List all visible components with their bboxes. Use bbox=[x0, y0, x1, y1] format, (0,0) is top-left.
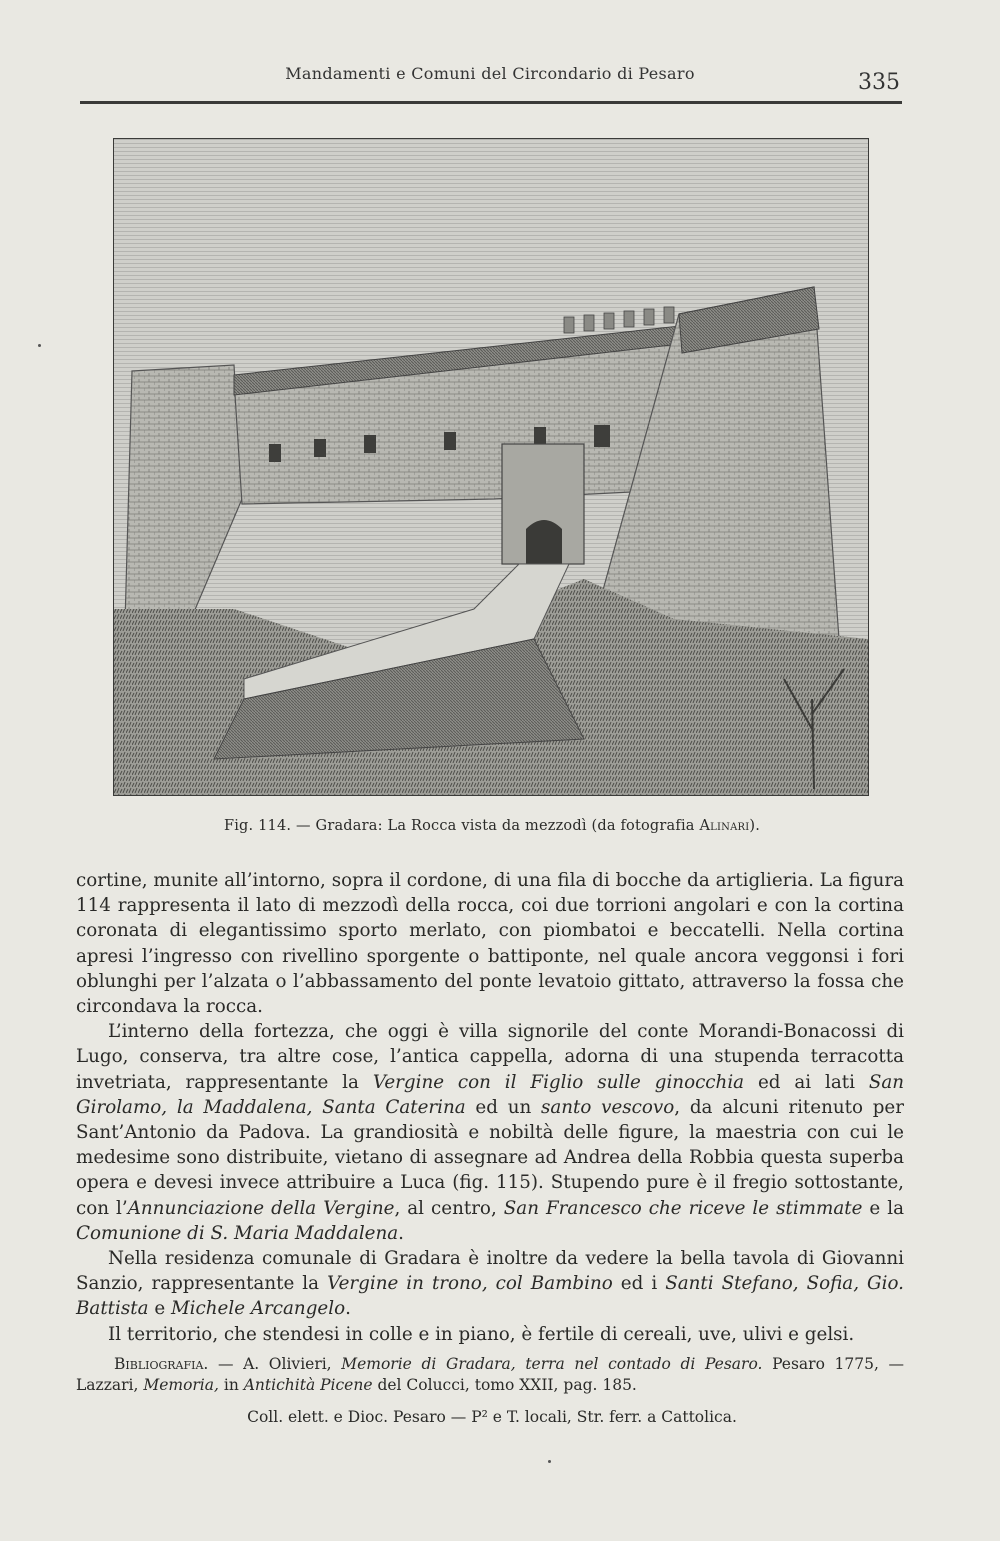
italic-run: Vergine con il Figlio sulle ginocchia bbox=[372, 1071, 745, 1093]
running-head bbox=[80, 62, 900, 102]
text-run: . bbox=[345, 1298, 351, 1320]
italic-run: Vergine in trono, col Bambino bbox=[327, 1273, 613, 1295]
italic-run: santo vescovo bbox=[541, 1096, 675, 1118]
text-run: ed ai lati bbox=[744, 1071, 869, 1093]
italic-run: Antichità Picene bbox=[243, 1376, 373, 1394]
body-text bbox=[76, 868, 904, 1347]
text-run: L’interno della fortezza, che oggi è villa signorile del conte Morandi-Bonacossi di Lugo, conserva, tra altre cose, l’antica cappella, adorna di una stupenda terracotta invetriata, rappresentante la bbox=[76, 1021, 904, 1093]
running-title: Mandamenti e Comuni del Circondario di Pesaro bbox=[285, 64, 695, 83]
text-run: , da alcuni ritenuto per Sant’Antonio da Padova. La grandiosità e nobiltà delle figure, la maestria con cui le medesime sono distribuite, vietano di assegnare ad Andrea della Robbia questa superba opera e devesi invece attribuire a Luca (fig. 115). Stupendo pure è il fregio sottostante, con l’ bbox=[76, 1096, 904, 1219]
text-run: . bbox=[398, 1222, 404, 1244]
footer-line: Coll. elett. e Dioc. Pesaro — P² e T. locali, Str. ferr. a Cattolica. bbox=[247, 1408, 737, 1426]
speck bbox=[38, 344, 41, 347]
text-run: e bbox=[148, 1298, 171, 1320]
figure-castle-engraving bbox=[113, 138, 869, 796]
caption-prefix: Fig. 114. — Gradara: La Rocca vista da mezzodì (da fotografia bbox=[223, 818, 700, 834]
text-run: e la bbox=[862, 1197, 904, 1219]
text-run: ed un bbox=[465, 1096, 541, 1118]
paragraph-3 bbox=[76, 1246, 904, 1322]
text-run: , al centro, bbox=[394, 1197, 504, 1219]
italic-run: San Francesco che riceve le stimmate bbox=[503, 1197, 863, 1219]
italic-run: Memoria, bbox=[143, 1376, 219, 1394]
bibliography-label: Bibliografia. bbox=[114, 1355, 209, 1373]
paragraph-1: cortine, munite all’intorno, sopra il cordone, di una fila di bocche da artiglieria. La figura 114 rappresenta il lato di mezzodì della rocca, coi due torrioni angolari e con la cortina coronata di elegantissimo sporto merlato, con piombatoi e beccatelli. Nella cortina apresi l’ingresso con rivellino sporgente o battiponte, nel quale ancora veggonsi i fori oblunghi per l’alzata o l’abbassamento del ponte levatoio gittato, attraverso la fossa che circondava la rocca. bbox=[76, 870, 904, 1018]
text-run: Pesaro 1775, — Lazzari, bbox=[76, 1355, 904, 1394]
italic-run: Annunciazione della Vergine bbox=[127, 1197, 395, 1219]
speck bbox=[548, 1460, 551, 1463]
text-run: — A. Olivieri, bbox=[208, 1355, 342, 1373]
castle-illustration bbox=[114, 139, 868, 795]
page-number: 335 bbox=[858, 70, 900, 95]
gate-arch bbox=[526, 520, 562, 564]
italic-run: Michele Arcangelo bbox=[170, 1298, 346, 1320]
text-run: Nella residenza comunale di Gradara è inoltre da vedere la bella tavola di Giovanni Sanzio, rappresentante la bbox=[76, 1248, 904, 1295]
caption-credit: Alinari bbox=[699, 818, 750, 834]
bibliography bbox=[76, 1354, 904, 1396]
paragraph-4: Il territorio, che stendesi in colle e in piano, è fertile di cereali, uve, ulivi e gelsi. bbox=[108, 1323, 855, 1345]
figure-caption bbox=[80, 818, 904, 834]
text-run: del Colucci, tomo XXII, pag. 185. bbox=[372, 1376, 637, 1394]
italic-run: Santi Stefano, Sofia, Gio. Battista bbox=[76, 1273, 904, 1320]
text-run: in bbox=[218, 1376, 244, 1394]
italic-run: Comunione di S. Maria Maddalena bbox=[76, 1222, 399, 1244]
paragraph-2 bbox=[76, 1019, 904, 1246]
italic-run: San Girolamo, la Maddalena, Santa Caterina bbox=[76, 1071, 905, 1118]
header-rule bbox=[80, 101, 902, 104]
italic-run: Memorie di Gradara, terra nel contado di Pesaro. bbox=[341, 1355, 763, 1373]
text-run: ed i bbox=[612, 1273, 666, 1295]
caption-suffix: ). bbox=[749, 818, 761, 834]
